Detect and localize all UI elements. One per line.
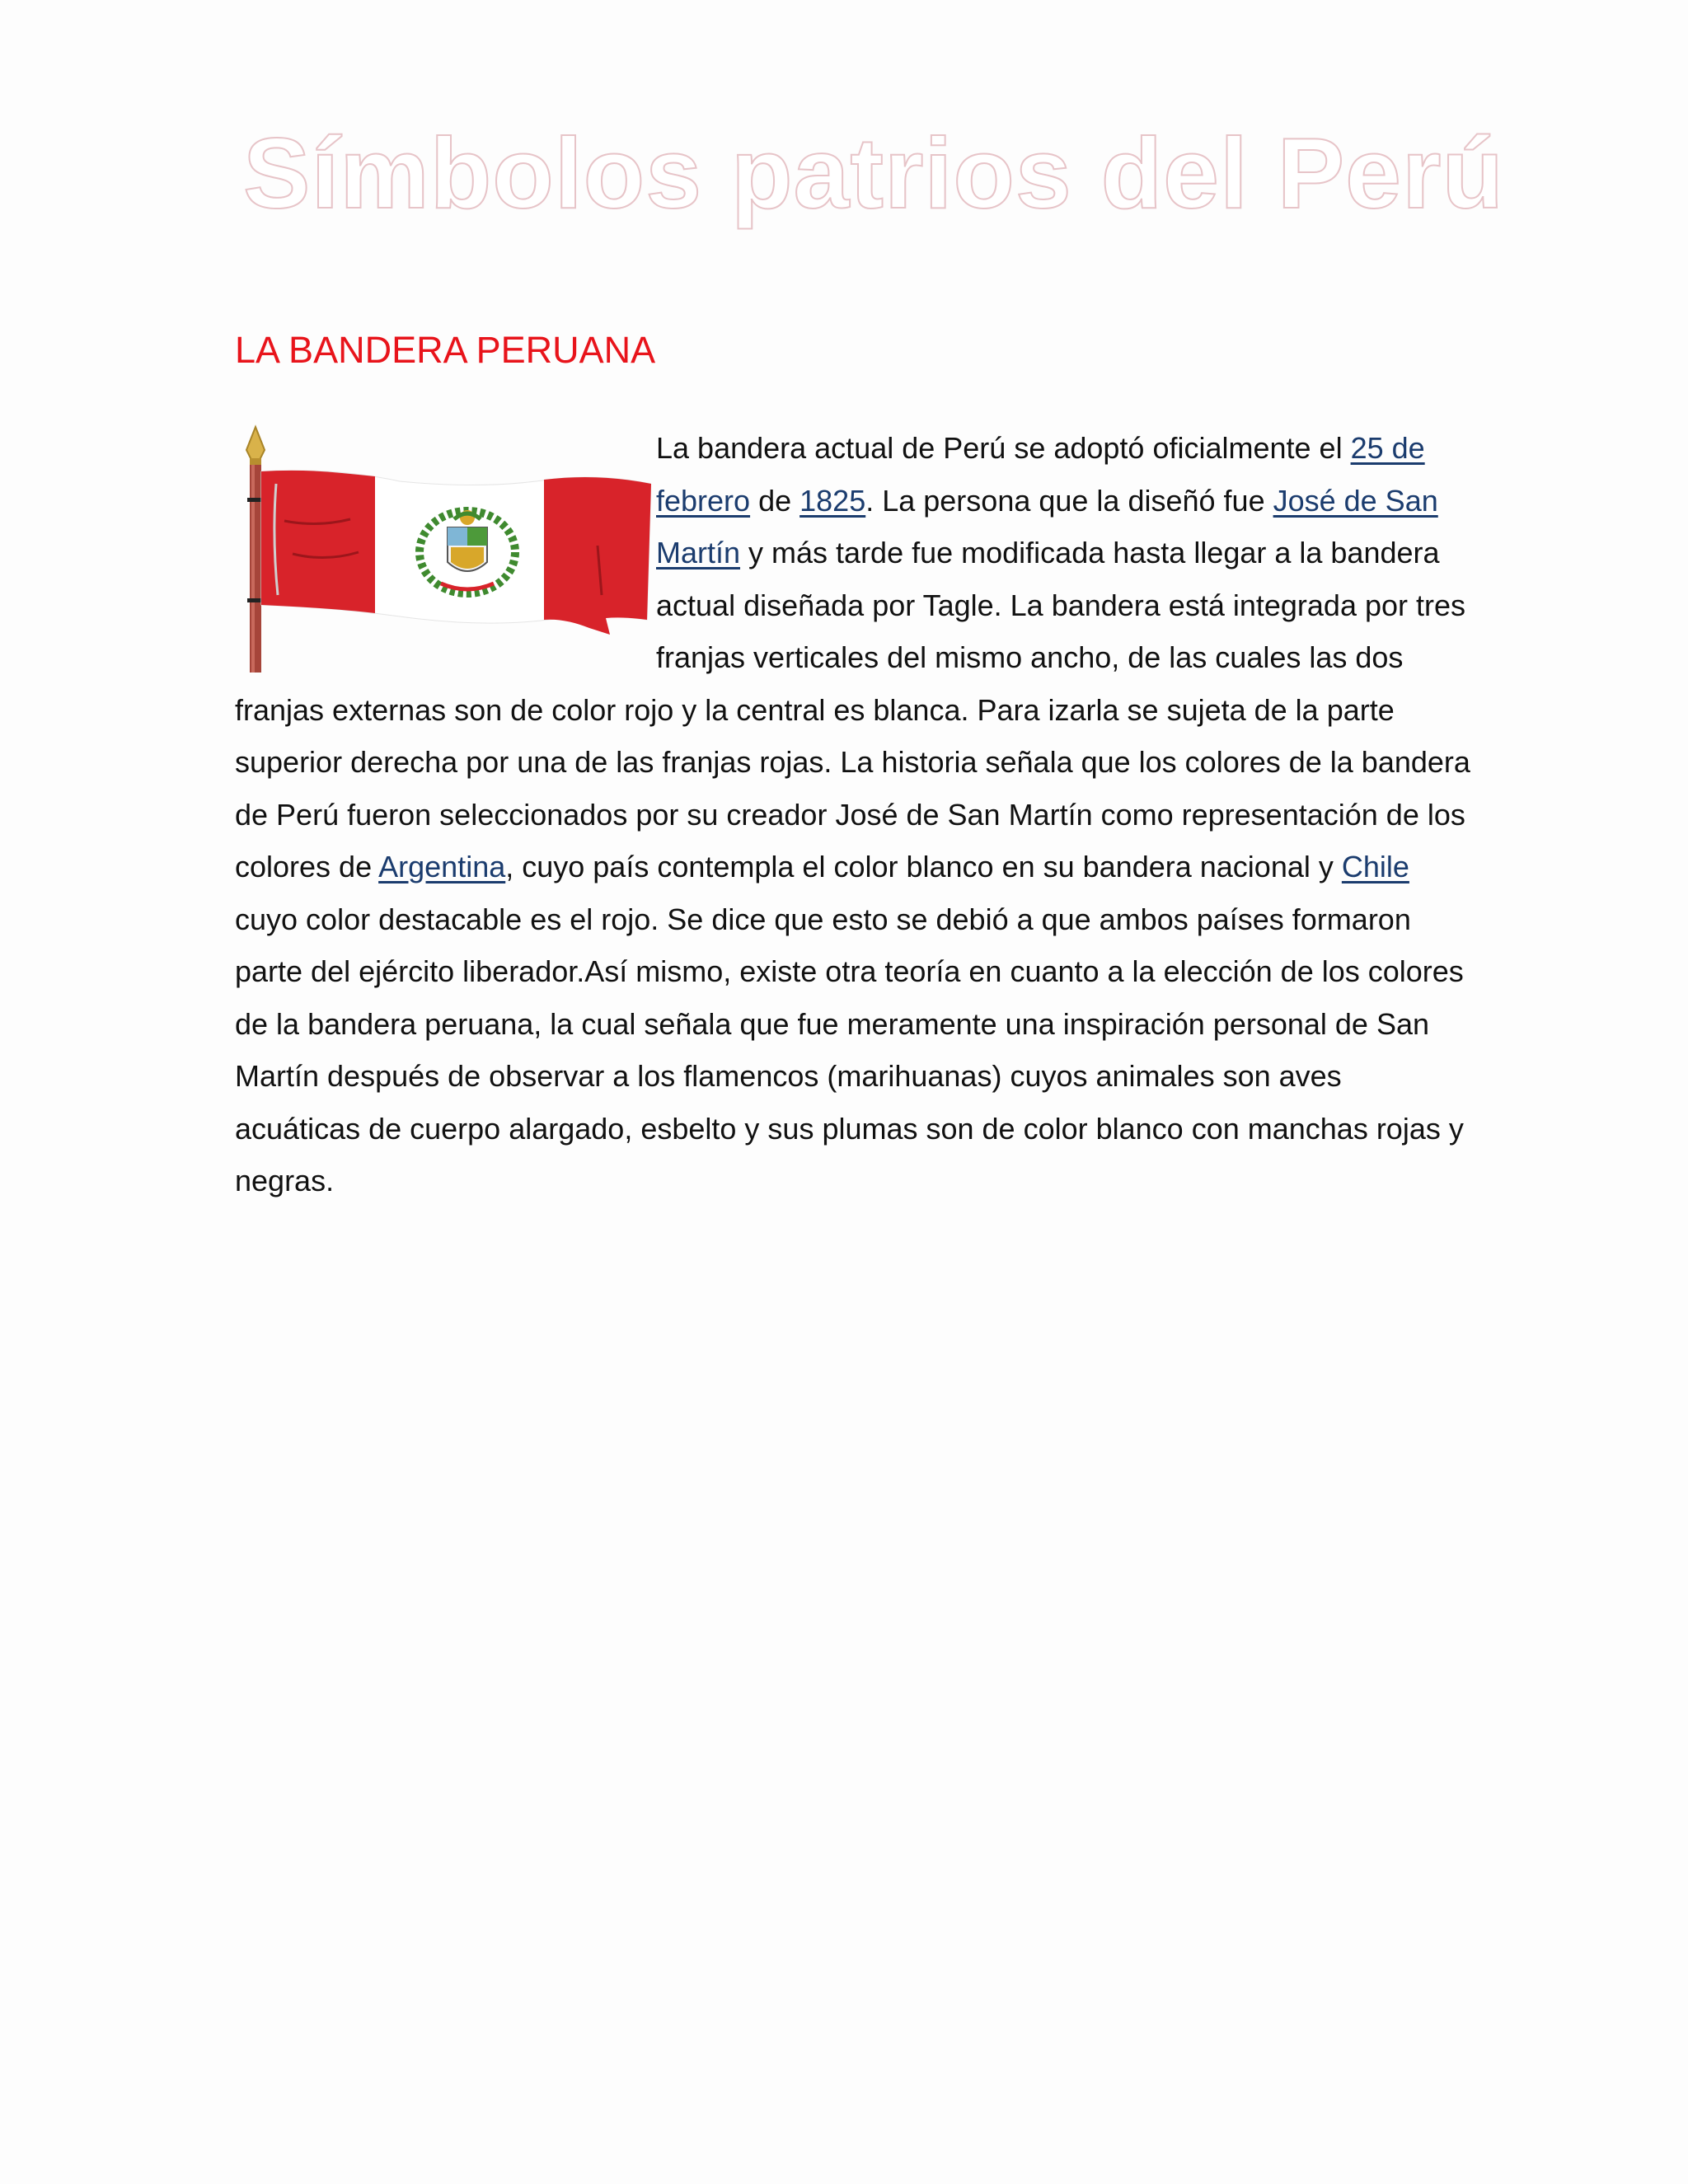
text-run: , cuyo país contempla el color blanco en su bandera nacional y <box>505 850 1342 883</box>
body-paragraph <box>235 422 1471 1207</box>
text-run: cuyo color destacable es el rojo. Se dice que esto se debió a que ambos países formaron parte del ejército liberador.Así mismo, existe otra teoría en cuanto a la elección de los colores de la bandera peruana, la cual señala que fue meramente una inspiración personal de San Martín después de observar a los flamencos (marihuanas) cuyos animales son aves acuáticas de cuerpo alargado, esbelto y sus plumas son de color blanco con manchas rojas y negras. <box>235 902 1464 1197</box>
peru-flag-icon <box>235 422 651 673</box>
text-run: de <box>750 483 800 518</box>
page-title: Símbolos patrios del Perú <box>243 117 1504 229</box>
text-run: La bandera actual de Perú se adoptó oficialmente el <box>656 431 1351 465</box>
text-run: . La persona que la diseñó fue <box>865 483 1273 518</box>
link-25-de-febrero[interactable]: 25 de febrero <box>656 431 1425 518</box>
link-argentina[interactable]: Argentina <box>378 850 506 883</box>
link-1825[interactable]: 1825 <box>799 483 866 518</box>
link-jose-de-san-martin[interactable]: José de San Martín <box>656 483 1438 569</box>
link-chile[interactable]: Chile <box>1341 850 1409 883</box>
text-run: y más tarde fue modificada hasta llegar a la bandera actual diseñada por Tagle. La bandera está integrada por tres franjas verticales del mismo ancho, de las cuales las dos franjas externas son de color rojo y la central es blanca. Para izarla se sujeta de la parte superior derecha por una de las franjas rojas. La historia señala que los colores de la bandera de Perú fueron seleccionados por su creador José de San Martín como representación de los colores de <box>235 536 1470 883</box>
section-heading: LA BANDERA PERUANA <box>235 329 656 371</box>
